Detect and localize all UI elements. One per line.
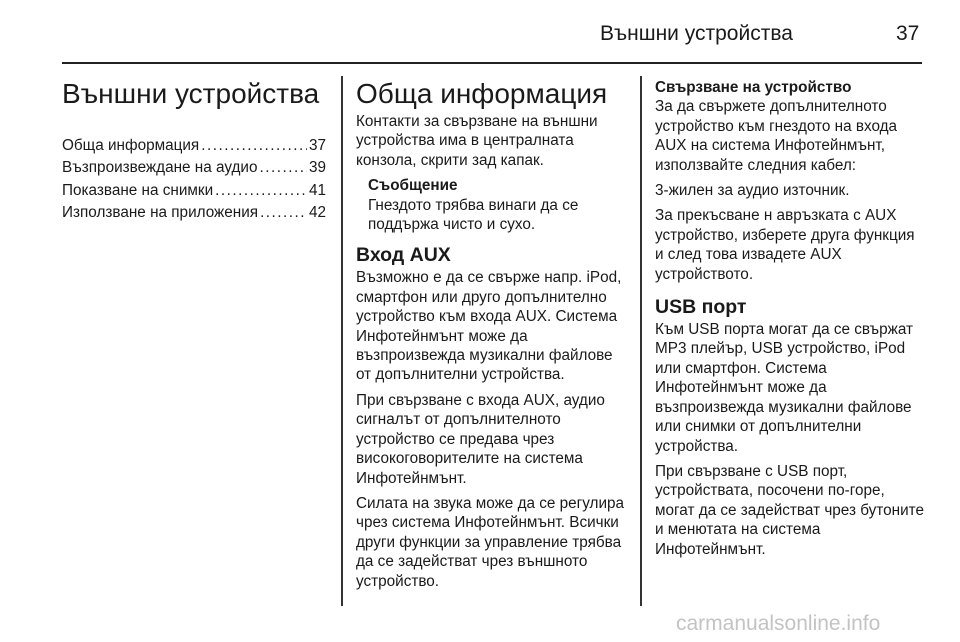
header-rule bbox=[62, 62, 922, 64]
chapter-title: Външни устройства bbox=[62, 78, 320, 109]
running-header-title: Външни устройства bbox=[600, 22, 793, 45]
toc-dot-leader bbox=[260, 203, 307, 222]
toc-entry-page: 37 bbox=[308, 137, 326, 154]
table-of-contents bbox=[62, 136, 326, 223]
note-text: Гнездото трябва винаги да се поддържа чисто и сухо. bbox=[368, 196, 579, 234]
toc-entry[interactable] bbox=[62, 158, 326, 177]
toc-entry-page: 41 bbox=[308, 181, 326, 199]
aux-input-heading: Вход AUX bbox=[356, 244, 451, 267]
connection-paragraph: 3-жилен за аудио източник. bbox=[655, 182, 850, 200]
toc-entry-label: Показване на снимки bbox=[62, 181, 214, 199]
page-number: 37 bbox=[896, 22, 920, 45]
toc-entry-label: Възпроизвеждане на аудио bbox=[62, 159, 258, 177]
column-general-and-aux bbox=[356, 78, 628, 597]
column-divider-1 bbox=[341, 76, 343, 606]
usb-paragraph: При свързване с USB порт, устройствата, посочени по-горе, могат да се задействат чрез бутоните и менютата на система Инфотейнмънт. bbox=[655, 462, 924, 558]
aux-paragraph: Възможно е да се свърже напр. iPod, смартфон или друго допълнително устройство към входа AUX. Система Инфотейнмънт може да възпроизвежда музикални файлове от допълнителни устройства. bbox=[356, 269, 622, 384]
connection-paragraph: За прекъсване н авръзката с AUX устройство, изберете друга функция и след това извадете AUX устройството. bbox=[655, 207, 915, 283]
column-connection-and-usb bbox=[655, 78, 925, 565]
usb-port-heading: USB порт bbox=[655, 296, 747, 319]
toc-dot-leader bbox=[215, 181, 307, 200]
column-divider-2 bbox=[640, 76, 642, 606]
aux-paragraph: При свързване с входа AUX, аудио сигналът от допълнителното устройство се предава чрез високоговорителите на система Инфотейнмънт. bbox=[356, 391, 605, 487]
toc-dot-leader bbox=[259, 158, 307, 177]
general-info-heading: Обща информация bbox=[356, 78, 608, 109]
note-box bbox=[356, 176, 628, 234]
toc-entry-page: 42 bbox=[308, 204, 326, 222]
toc-entry[interactable] bbox=[62, 136, 326, 155]
toc-entry[interactable] bbox=[62, 181, 326, 200]
toc-entry-page: 39 bbox=[308, 159, 326, 177]
connection-paragraph: За да свържете допълнителното устройство към гнездото на входа AUX на система Инфотейнмънт, използвайте следния кабел: bbox=[655, 98, 898, 174]
note-title: Съобщение bbox=[368, 177, 458, 195]
toc-entry-label: Обща информация bbox=[62, 137, 200, 154]
toc-entry-label: Използване на приложения bbox=[62, 204, 259, 222]
watermark: carmanualsonline.info bbox=[676, 612, 881, 635]
general-info-text: Контакти за свързване на външни устройства има в централната конзола, скрити зад капак. bbox=[356, 113, 598, 169]
toc-entry[interactable] bbox=[62, 203, 326, 222]
column-chapter bbox=[62, 78, 326, 226]
toc-dot-leader bbox=[201, 136, 307, 155]
device-connection-heading: Свързване на устройство bbox=[655, 79, 852, 96]
aux-paragraph: Силата на звука може да се регулира чрез система Инфотейнмънт. Всички други функции за управление трябва да се задействат чрез външното устройство. bbox=[356, 494, 625, 590]
usb-paragraph: Към USB порта могат да се свържат MP3 плейър, USB устройство, iPod или смартфон. Система Инфотейнмънт може да възпроизвежда музикални файлове или снимки от допълнителни устройства. bbox=[655, 321, 914, 455]
